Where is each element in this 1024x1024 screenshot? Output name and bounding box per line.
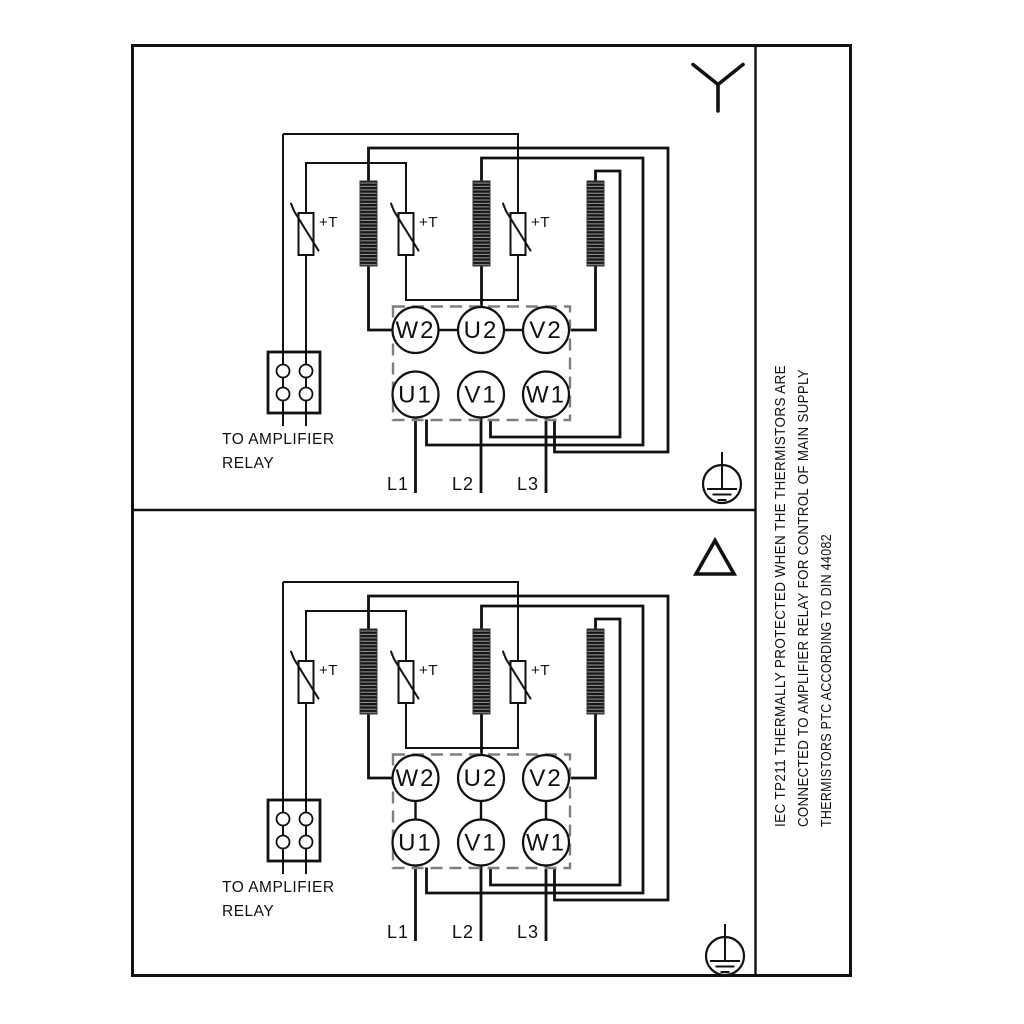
supply-label-l3: L3 — [516, 922, 539, 942]
terminal-u1 — [393, 372, 439, 418]
ptc-thermistor-3-icon — [503, 204, 550, 256]
side-note-line-2: CONNECTED TO AMPLIFIER RELAY FOR CONTROL OF MAIN SUPPLY — [796, 325, 812, 827]
supply-label-l3: L3 — [516, 474, 539, 494]
terminal-u2 — [458, 755, 504, 801]
terminal-label: W1 — [526, 381, 566, 409]
terminal-label: W1 — [526, 829, 566, 857]
winding-v-icon — [587, 629, 604, 714]
terminal-label: V2 — [529, 317, 563, 344]
supply-label-l2: L2 — [451, 474, 474, 494]
terminal-w1 — [523, 372, 569, 418]
winding-w-icon — [360, 181, 377, 266]
terminal-label: U1 — [398, 829, 433, 857]
terminal-v2 — [523, 307, 569, 353]
winding-u-icon — [473, 629, 490, 714]
winding-u-icon — [473, 181, 490, 266]
ptc-thermistor-2-icon — [391, 204, 438, 256]
supply-label-l1: L1 — [386, 474, 409, 494]
thermistor-label: +T — [531, 214, 550, 231]
side-note-line-3: THERMISTORS PTC ACCORDING TO DIN 44082 — [819, 484, 835, 827]
relay-contact — [277, 836, 290, 849]
delta-bridge-links — [416, 801, 547, 820]
amplifier-relay-block — [268, 352, 320, 413]
side-note-line-1: IEC TP211 THERMALLY PROTECTED WHEN THE THERMISTORS ARE — [773, 329, 789, 827]
amplifier-relay-block — [268, 800, 320, 861]
ptc-thermistor-1-icon — [291, 652, 338, 704]
relay-contact — [300, 365, 313, 378]
thermistor-label: +T — [319, 214, 338, 231]
relay-note-line: RELAY — [222, 455, 275, 472]
delta-connection-icon — [696, 541, 734, 575]
ptc-thermistor-2-icon — [391, 652, 438, 704]
ptc-thermistor-3-icon — [503, 652, 550, 704]
winding-w-icon — [360, 629, 377, 714]
terminal-w2 — [393, 755, 439, 801]
relay-contact — [277, 813, 290, 826]
winding-v-icon — [587, 181, 604, 266]
thermistor-label: +T — [531, 662, 550, 679]
terminal-label: W2 — [395, 317, 436, 344]
terminal-label: V1 — [464, 829, 498, 857]
supply-label-l1: L1 — [386, 922, 409, 942]
relay-note-line: TO AMPLIFIER — [222, 879, 335, 896]
relay-contact — [300, 836, 313, 849]
terminal-label: U2 — [463, 765, 499, 792]
supply-label-l2: L2 — [451, 922, 474, 942]
terminal-u1 — [393, 820, 439, 866]
star-wiring-panel — [222, 134, 668, 494]
relay-note-line: TO AMPLIFIER — [222, 431, 335, 448]
terminal-w1 — [523, 820, 569, 866]
terminal-v1 — [458, 820, 504, 866]
relay-contact — [277, 365, 290, 378]
star-connection-icon — [693, 65, 743, 112]
ptc-thermistor-1-icon — [291, 204, 338, 256]
terminal-u2 — [458, 307, 504, 353]
side-note — [773, 325, 835, 827]
terminal-label: V2 — [529, 765, 563, 792]
terminal-v1 — [458, 372, 504, 418]
earth-ground-icon — [706, 924, 744, 975]
terminal-w2 — [393, 307, 439, 353]
earth-ground-icon — [703, 452, 741, 503]
relay-contact — [277, 388, 290, 401]
relay-contact — [300, 813, 313, 826]
delta-wiring-panel — [222, 582, 668, 942]
relay-contact — [300, 388, 313, 401]
terminal-label: U2 — [463, 317, 499, 344]
terminal-label: V1 — [464, 381, 498, 409]
terminal-v2 — [523, 755, 569, 801]
terminal-label: W2 — [395, 765, 436, 792]
thermistor-label: +T — [319, 662, 338, 679]
thermistor-label: +T — [419, 214, 438, 231]
terminal-label: U1 — [398, 381, 433, 409]
relay-note-line: RELAY — [222, 903, 275, 920]
thermistor-label: +T — [419, 662, 438, 679]
